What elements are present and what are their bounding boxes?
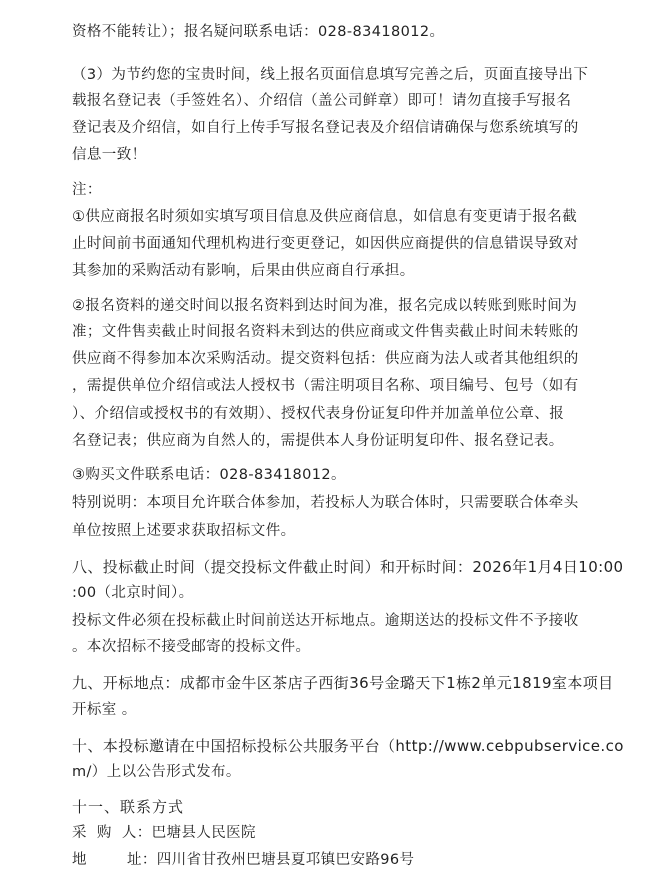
text-line: ，需提供单位介绍信或法人授权书（需注明项目名称、项目编号、包号（如有	[72, 378, 579, 394]
section-8-heading: 八、投标截止时间（提交投标文件截止时间）和开标时间：2026年1月4日10:00	[72, 558, 624, 576]
text-line: （3）为节约您的宝贵时间，线上报名页面信息填写完善之后，页面直接导出下	[72, 67, 589, 83]
text-line: 信息一致！	[72, 147, 147, 163]
text-line: 准；文件售卖截止时间报名资料未到达的供应商或文件售卖截止时间未转账的	[72, 324, 579, 340]
section-10-heading: 十、本投标邀请在中国招标投标公共服务平台（http://www.cebpubservice.co	[72, 737, 624, 755]
text-line: 开标室 。	[72, 702, 137, 718]
text-line: 。本次招标不接受邮寄的投标文件。	[72, 639, 311, 655]
text-line: 其参加的采购活动有影响，后果由供应商自行承担。	[72, 263, 415, 279]
address-line: 地 址：四川省甘孜州巴塘县夏邛镇巴安路96号	[72, 852, 415, 868]
section-11-heading: 十一、联系方式	[72, 798, 185, 816]
text-line: ①供应商报名时须如实填写项目信息及供应商信息，如信息有变更请于报名截	[72, 209, 578, 225]
text-line: ③购买文件联系电话：028-83418012。	[72, 467, 346, 483]
text-line: 名登记表；供应商为自然人的，需提供本人身份证明复印件、报名登记表。	[72, 433, 564, 449]
text-line: m/）上以公告形式发布。	[72, 764, 241, 780]
purchaser-line: 采 购 人：巴塘县人民医院	[72, 825, 256, 841]
text-line: 登记表及介绍信，如自行上传手写报名登记表及介绍信请确保与您系统填写的	[72, 120, 579, 136]
text-line: ②报名资料的递交时间以报名资料到达时间为准，报名完成以转账到账时间为	[72, 298, 578, 314]
text-line: 止时间前书面通知代理机构进行变更登记，如因供应商提供的信息错误导致对	[72, 236, 579, 252]
text-line: 载报名登记表（手签姓名）、介绍信（盖公司鲜章）即可！请勿直接手写报名	[72, 93, 572, 109]
text-line: 特别说明：本项目允许联合体参加，若投标人为联合体时，只需要联合体牵头	[72, 495, 579, 511]
section-9-heading: 九、开标地点：成都市金牛区茶店子西街36号金璐天下1栋2单元1819室本项目	[72, 674, 614, 692]
text-line: :00（北京时间）。	[72, 585, 194, 601]
note-heading: 注：	[72, 182, 102, 198]
text-line: ）、介绍信或授权书的有效期）、授权代表身份证复印件并加盖单位公章、报	[72, 406, 565, 422]
text-line: 供应商不得参加本次采购活动。提交资料包括：供应商为法人或者其他组织的	[72, 351, 579, 367]
text-line: 资格不能转让）；报名疑问联系电话：028-83418012。	[72, 24, 445, 40]
text-line: 投标文件必须在投标截止时间前送达开标地点。逾期送达的投标文件不予接收	[72, 613, 579, 629]
text-line: 单位按照上述要求获取招标文件。	[72, 523, 296, 539]
